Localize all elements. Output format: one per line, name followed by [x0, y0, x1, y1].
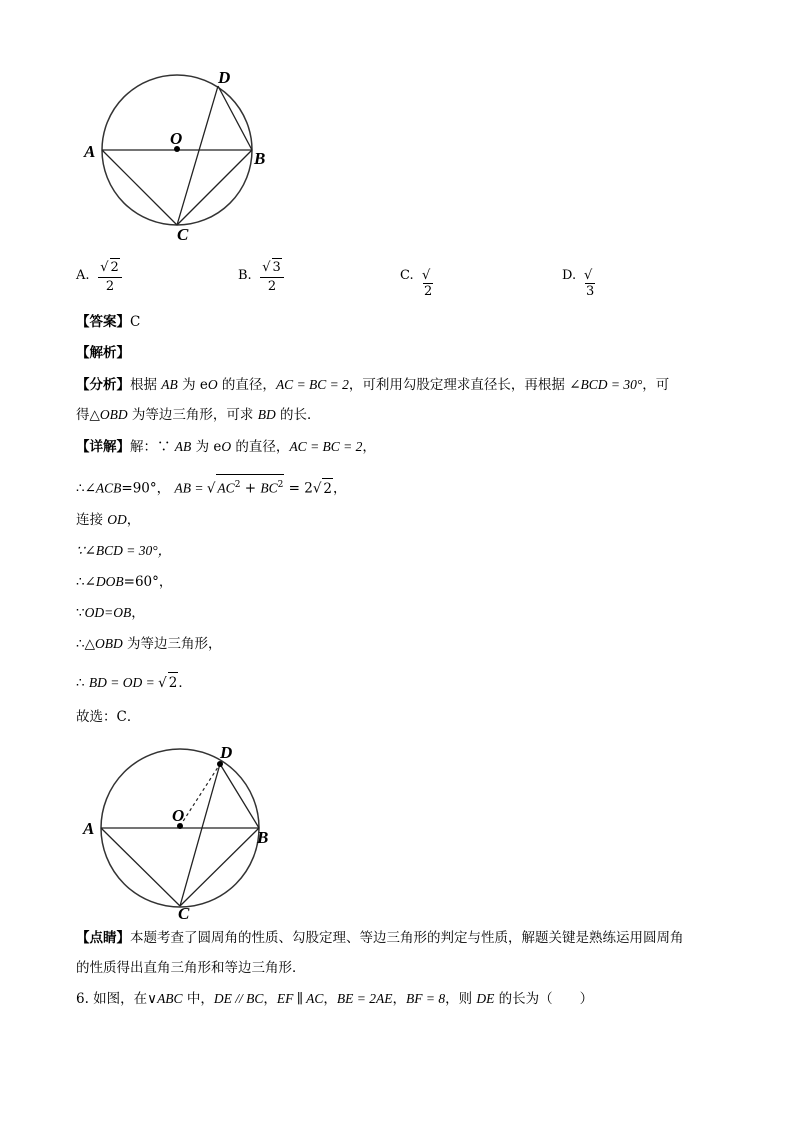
analysis-line-1: 【分析】根据 AB 为 eO 的直径，AC = BC = 2，可利用勾股定理求直径长，再根据 ∠BCD = 30°，可 [76, 377, 670, 393]
detail-tag: 【详解】 [76, 439, 130, 455]
figure-1 [80, 60, 280, 250]
option-d-letter: D. [562, 268, 577, 283]
option-c-letter: C. [400, 268, 414, 283]
label-a-2: A [83, 819, 95, 838]
answer-line [76, 312, 140, 332]
chord-cd-2 [180, 764, 220, 906]
chord-bc-2 [180, 828, 259, 906]
option-a-letter: A. [76, 268, 90, 283]
chord-bd [218, 86, 252, 150]
chord-ac [102, 150, 177, 225]
option-d-radicand: 3 [586, 284, 595, 299]
chord-ac-2 [101, 828, 180, 906]
label-o: O [170, 129, 183, 148]
answer-tag: 【答案】 [76, 314, 130, 330]
chord-bd-2 [220, 764, 259, 828]
comment-line-1: 【点睛】本题考查了圆周角的性质、勾股定理、等边三角形的判定与性质，解题关键是熟练运用圆周角 [76, 930, 684, 946]
option-c-sqrt: √2 [422, 268, 433, 299]
comment-tag: 【点睛】 [76, 930, 130, 946]
label-b-2: B [257, 828, 269, 847]
analysis-heading: 【解析】 [76, 345, 130, 361]
detail-line-7: ∴△OBD 为等边三角形， [76, 636, 222, 652]
label-c: C [177, 225, 189, 244]
option-b-denominator: 2 [267, 279, 277, 294]
detail-line-6: ∵OD=OB， [76, 605, 145, 621]
option-a-denominator: 2 [105, 279, 115, 294]
question-6: 6. 如图，在∨ABC 中，DE // BC，EF ∥ AC，BE = 2AE，BF = 8，则 DE 的长为（ ） [76, 991, 594, 1007]
option-b-letter: B. [238, 268, 252, 283]
label-o-2: O [172, 806, 185, 825]
label-d: D [218, 68, 231, 87]
answer-value: C [130, 314, 141, 330]
figure-2 [80, 736, 280, 926]
label-b: B [254, 149, 266, 168]
detail-line-5: ∴∠DOB=60°， [76, 574, 173, 590]
detail-line-1: 【详解】解：∵ AB 为 eO 的直径，AC = BC = 2， [76, 439, 376, 455]
detail-line-4: ∵∠BCD = 30°， [76, 543, 172, 558]
dashed-od [180, 764, 220, 826]
option-b-radicand: 3 [272, 260, 281, 275]
option-b-fraction: √ 3 2 [260, 258, 284, 295]
analysis-tag: 【分析】 [76, 377, 130, 393]
option-d-sqrt: √3 [584, 268, 595, 299]
detail-line-3: 连接 OD， [76, 512, 141, 528]
option-c-radicand: 2 [424, 284, 433, 299]
label-c-2: C [178, 904, 190, 923]
option-a-radicand: 2 [110, 260, 119, 275]
detail-line-2: ∴∠ACB=90°， AB = √ $AC^2 + BC^2 = 2√$ 2， [76, 474, 347, 499]
option-a-fraction: √ 2 2 [98, 258, 122, 295]
label-d-2: D [220, 743, 233, 762]
label-a: A [84, 142, 96, 161]
analysis-line-2: 得△OBD 为等边三角形，可求 BD 的长． [76, 407, 321, 423]
detail-line-8: ∴ BD = OD = √ 2． [76, 672, 192, 693]
detail-line-9: 故选：C． [76, 709, 141, 725]
comment-line-2: 的性质得出直角三角形和等边三角形． [76, 960, 306, 976]
